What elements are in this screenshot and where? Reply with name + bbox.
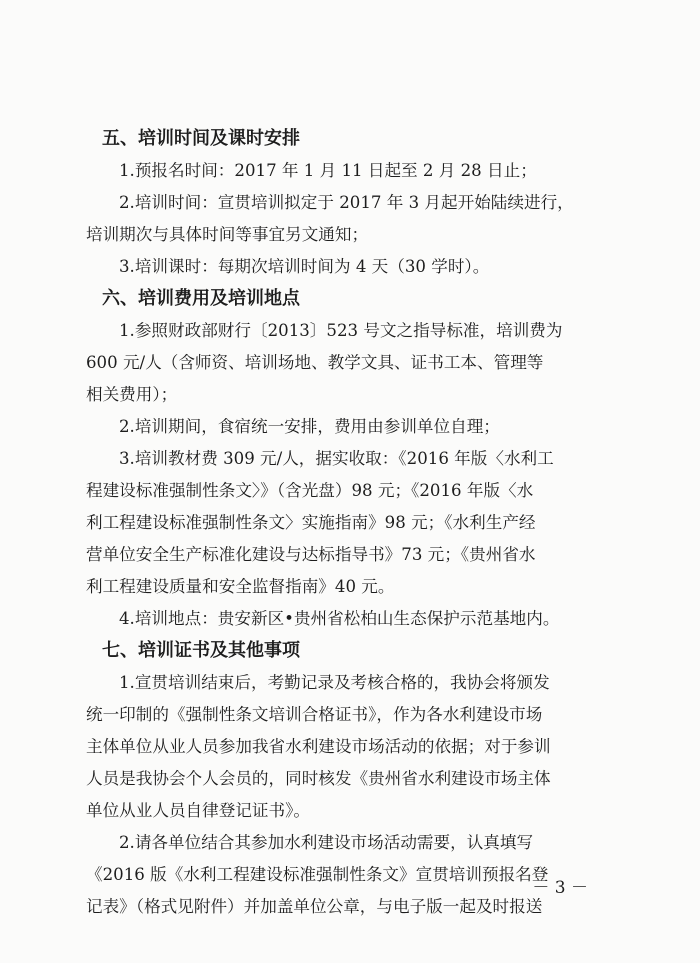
paragraph (86, 187, 616, 251)
paragraph (86, 315, 616, 411)
text-line: 利工程建设标准强制性条文〉实施指南》98 元；《水利生产经 (86, 513, 536, 532)
text-line: 2.请各单位结合其参加水利建设市场活动需要，认真填写 (119, 833, 534, 852)
text-line: 单位从业人员自律登记证书》。 (86, 801, 311, 820)
text-line: 人员是我协会个人会员的，同时核发《贵州省水利建设市场主体 (86, 769, 551, 788)
text-line: 2.培训时间：宣贯培训拟定于 2017 年 3 月起开始陆续进行， (119, 193, 574, 212)
text-line: 统一印制的《强制性条文培训合格证书》，作为各水利建设市场 (86, 705, 543, 724)
paragraph (86, 411, 616, 443)
section-heading: 六、培训费用及培训地点 (102, 288, 300, 309)
paragraph (86, 251, 616, 283)
text-line: 600 元/人（含师资、培训场地、教学文具、证书工本、管理等 (86, 353, 544, 372)
text-line: 3.培训课时：每期次培训时间为 4 天（30 学时）。 (119, 257, 490, 276)
text-line: 营单位安全生产标准化建设与达标指导书》73 元；《贵州省水 (86, 545, 536, 564)
text-line: 《2016 版《水利工程建设标准强制性条文》宣贯培训预报名登 (86, 865, 549, 884)
paragraph (86, 667, 616, 827)
text-line: 1.参照财政部财行〔2013〕523 号文之指导标准，培训费为 (119, 321, 563, 340)
page-number: － 3 － (532, 878, 588, 898)
paragraph (86, 443, 616, 603)
section-heading: 五、培训时间及课时安排 (102, 128, 300, 149)
text-line: 2.培训期间，食宿统一安排，费用由参训单位自理； (119, 417, 500, 436)
text-line: 利工程建设质量和安全监督指南》40 元。 (86, 577, 395, 596)
text-line: 3.培训教材费 309 元/人，据实收取：《2016 年版〈水利工 (119, 449, 554, 468)
paragraph (86, 155, 616, 187)
section-heading: 七、培训证书及其他事项 (102, 640, 300, 661)
text-line: 1.预报名时间：2017 年 1 月 11 日起至 2 月 28 日止； (119, 161, 537, 180)
text-line: 培训期次与具体时间等事宜另文通知； (86, 225, 369, 244)
paragraph (86, 603, 616, 635)
text-line: 主体单位从业人员参加我省水利建设市场活动的依据；对于参训 (86, 737, 551, 756)
text-line: 记表》（格式见附件）并加盖单位公章，与电子版一起及时报送 (86, 897, 543, 916)
text-line: 1.宣贯培训结束后，考勤记录及考核合格的，我协会将颁发 (119, 673, 550, 692)
text-line: 4.培训地点：贵安新区•贵州省松柏山生态保护示范基地内。 (119, 609, 560, 628)
text-line: 程建设标准强制性条文〉》（含光盘）98 元；《2016 年版〈水 (86, 481, 534, 500)
document-body (86, 123, 616, 923)
text-line: 相关费用）； (86, 385, 178, 404)
